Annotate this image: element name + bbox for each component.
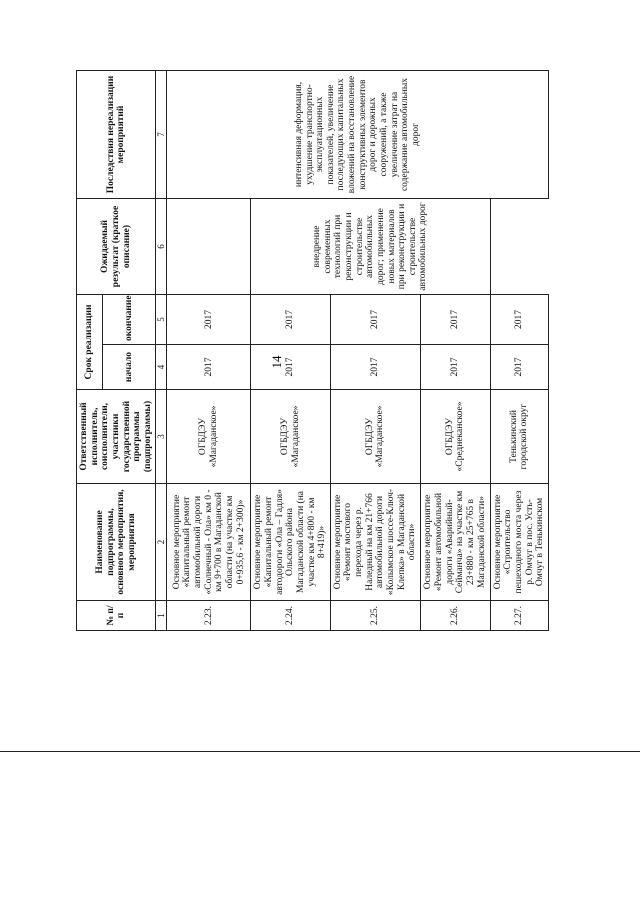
row-start: 2017	[251, 345, 330, 390]
row-end: 2017	[330, 295, 420, 345]
row-num: 2.26.	[420, 601, 490, 631]
col-number: 1	[156, 601, 167, 631]
row-name: Основное мероприятие «Строительство пешеходного моста через р. Омчуг в пос. Усть-Омчуг в Тенькинском	[490, 484, 548, 601]
row-name: Основное мероприятие «Капитальный ремонт автомобильной дороги «Солнечный - Ола» км 0 - км 9+700 в Магаданской области (на участке км 0+935,6 - км 2+300)»	[167, 484, 251, 601]
measures-table	[76, 70, 549, 631]
col-number: 4	[156, 345, 167, 390]
horizontal-rule	[0, 751, 640, 752]
col-number: 7	[156, 71, 167, 199]
row-start: 2017	[167, 345, 251, 390]
row-num: 2.24.	[251, 601, 330, 631]
header-consequences: Последствия нереализации мероприятий	[77, 71, 156, 199]
row-end: 2017	[251, 295, 330, 345]
row-result-blank	[490, 199, 548, 295]
row-executor: ОГБДЭУ «Магаданское»	[167, 390, 251, 484]
header-executor: Ответственный исполнитель, соисполнители, участники государственной программы (подпрограммы)	[77, 390, 156, 484]
row-start: 2017	[490, 345, 548, 390]
row-num: 2.25.	[330, 601, 420, 631]
row-executor: ОГБДЭУ «Магаданское»	[251, 390, 330, 484]
header-name: Наименование подпрограммы, основного мероприятия, мероприятия	[77, 484, 156, 601]
row-executor: ОГБДЭУ «Магаданское»	[330, 390, 420, 484]
result-cell: внедрение современных технологий при реконструкции и строительстве автомобильных дорог; применение новых материалов при реконструкции и строительстве автомобильных дорог	[251, 199, 490, 295]
row-name: Основное мероприятие «Капитальный ремонт автодороги «Ола – Гадля» Ольского района Магаданской области (на участке км 4+800 - км 8+419)»	[251, 484, 330, 601]
row-end: 2017	[167, 295, 251, 345]
col-number: 5	[156, 295, 167, 345]
header-result: Ожидаемый результат (краткое описание)	[77, 199, 156, 295]
row-result-blank	[167, 199, 251, 295]
table-rotated-container	[76, 71, 546, 631]
row-executor: Тенькинский городской округ	[490, 390, 548, 484]
page-number: 14	[269, 355, 284, 369]
row-num: 2.27.	[490, 601, 548, 631]
row-executor: ОГБДЭУ «Среднеканское»	[420, 390, 490, 484]
table-row	[167, 71, 251, 631]
col-number: 3	[156, 390, 167, 484]
header-term: Срок реализации	[77, 295, 103, 390]
row-start: 2017	[420, 345, 490, 390]
header-end: окончание	[102, 295, 156, 345]
row-end: 2017	[420, 295, 490, 345]
col-number: 2	[156, 484, 167, 601]
col-number: 6	[156, 199, 167, 295]
header-start: начало	[102, 345, 156, 390]
header-num: № п/п	[77, 601, 156, 631]
row-name: Основное мероприятие «Ремонт мостового перехода через р. Наледный на км 21+766 автомобильной дороги «Колымское шоссе-Ключ-Клепка» в Магаданской области»	[330, 484, 420, 601]
consequences-cell: интенсивная деформация, ухудшение транспортно-эксплуатационных показателей, увеличение последующих капитальных вложений на восстановление конструктивных элементов дорог и дорожных сооружений, а также увеличение затрат на содержание автомобильных дорог	[167, 71, 549, 199]
row-start: 2017	[330, 345, 420, 390]
row-end: 2017	[490, 295, 548, 345]
row-num: 2.23.	[167, 601, 251, 631]
row-name: Основное мероприятие «Ремонт автомобильной дороги «Аварийный-Сейманча» на участке км 23+880 - км 25+765 в Магаданской области»	[420, 484, 490, 601]
